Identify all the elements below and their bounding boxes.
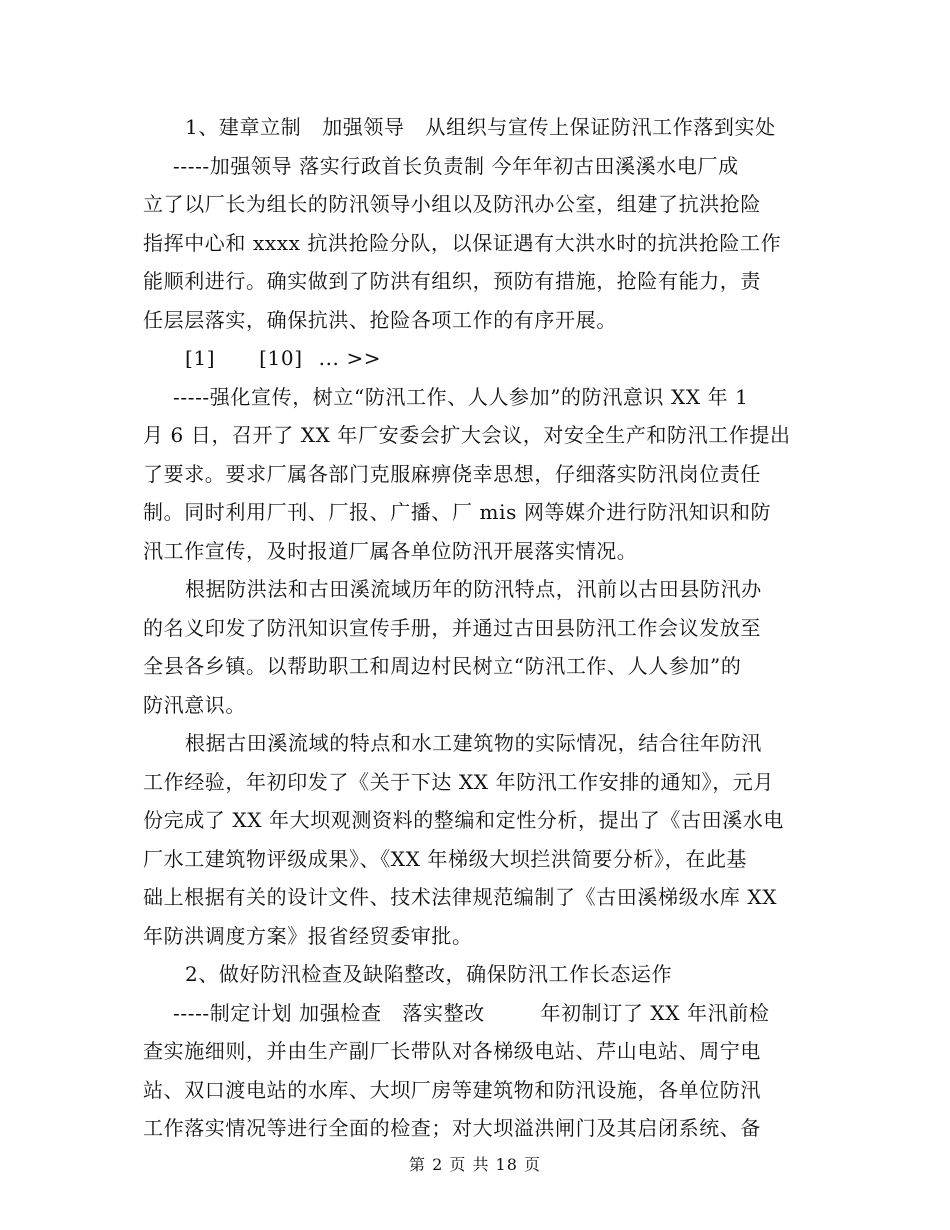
paragraph-line: 的名义印发了防汛知识宣传手册，并通过古田县防汛工作会议发放至: [143, 615, 761, 640]
paragraph-line: -----制定计划 加强检查 落实整改 年初制订了 XX 年汛前检: [173, 1000, 770, 1025]
section-heading-1: 1、建章立制 加强领导 从组织与宣传上保证防汛工作落到实处: [185, 115, 776, 139]
paragraph-line: 了要求。要求厂属各部门克服麻痹侥幸思想，仔细落实防汛岗位责任: [143, 461, 761, 486]
page-number-footer: 第 2 页 共 18 页: [409, 1155, 541, 1174]
paragraph-line: 份完成了 XX 年大坝观测资料的整编和定性分析，提出了《古田溪水电: [143, 808, 784, 832]
paragraph-line: 防汛意识。: [143, 692, 246, 717]
page-link-next[interactable]: >>: [346, 346, 382, 370]
paragraph-line: 查实施细则，并由生产副厂长带队对各梯级电站、芹山电站、周宁电: [143, 1039, 761, 1063]
paragraph-line: 任层层落实，确保抗洪、抢险各项工作的有序开展。: [143, 307, 617, 332]
paragraph-line: -----强化宣传，树立“防汛工作、人人参加”的防汛意识 XX 年 1: [173, 384, 749, 409]
paragraph-line: 根据古田溪流域的特点和水工建筑物的实际情况，结合往年防汛: [185, 731, 762, 755]
page-link-last[interactable]: [10]: [259, 346, 303, 370]
paragraph-line: 工作落实情况等进行全面的检查；对大坝溢洪闸门及其启闭系统、备: [143, 1116, 761, 1140]
paragraph-line: 全县各乡镇。以帮助职工和周边村民树立“防汛工作、人人参加”的: [143, 654, 742, 678]
paragraph-line: 站、双口渡电站的水库、大坝厂房等建筑物和防汛设施，各单位防汛: [143, 1077, 761, 1102]
paragraph-line: 月 6 日，召开了 XX 年厂安委会扩大会议，对安全生产和防汛工作提出: [143, 423, 791, 447]
paragraph-line: -----加强领导 落实行政首长负责制 今年年初古田溪溪水电厂成: [173, 153, 739, 178]
paragraph-line: 汛工作宣传，及时报道厂属各单位防汛开展落实情况。: [143, 538, 638, 563]
paragraph-line: 能顺利进行。确实做到了防洪有组织，预防有措施，抢险有能力，责: [143, 269, 761, 293]
pagination-nav: [143, 339, 808, 378]
paragraph-line: 制。同时利用厂刊、厂报、广播、厂 mis 网等媒介进行防汛知识和防: [143, 500, 772, 524]
paragraph-line: 年防洪调度方案》报省经贸委审批。: [143, 923, 473, 948]
page-link-first[interactable]: [1]: [185, 346, 216, 370]
paragraph-line: 立了以厂长为组长的防汛领导小组以及防汛办公室，组建了抗洪抢险: [143, 192, 761, 216]
pagination-ellipsis: ...: [318, 346, 340, 370]
paragraph-line: 指挥中心和 xxxx 抗洪抢险分队，以保证遇有大洪水时的抗洪抢险工作: [143, 230, 782, 255]
paragraph-line: 厂水工建筑物评级成果》、《XX 年梯级大坝拦洪简要分析》，在此基: [143, 846, 748, 871]
document-body: [143, 108, 808, 1148]
paragraph-line: 础上根据有关的设计文件、技术法律规范编制了《古田溪梯级水库 XX: [143, 885, 778, 909]
paragraph-line: 根据防洪法和古田溪流域历年的防汛特点，汛前以古田县防汛办: [185, 577, 762, 601]
paragraph-line: 工作经验，年初印发了《关于下达 XX 年防汛工作安排的通知》，元月: [143, 769, 774, 794]
section-heading-2: 2、做好防汛检查及缺陷整改，确保防汛工作长态运作: [185, 962, 673, 986]
